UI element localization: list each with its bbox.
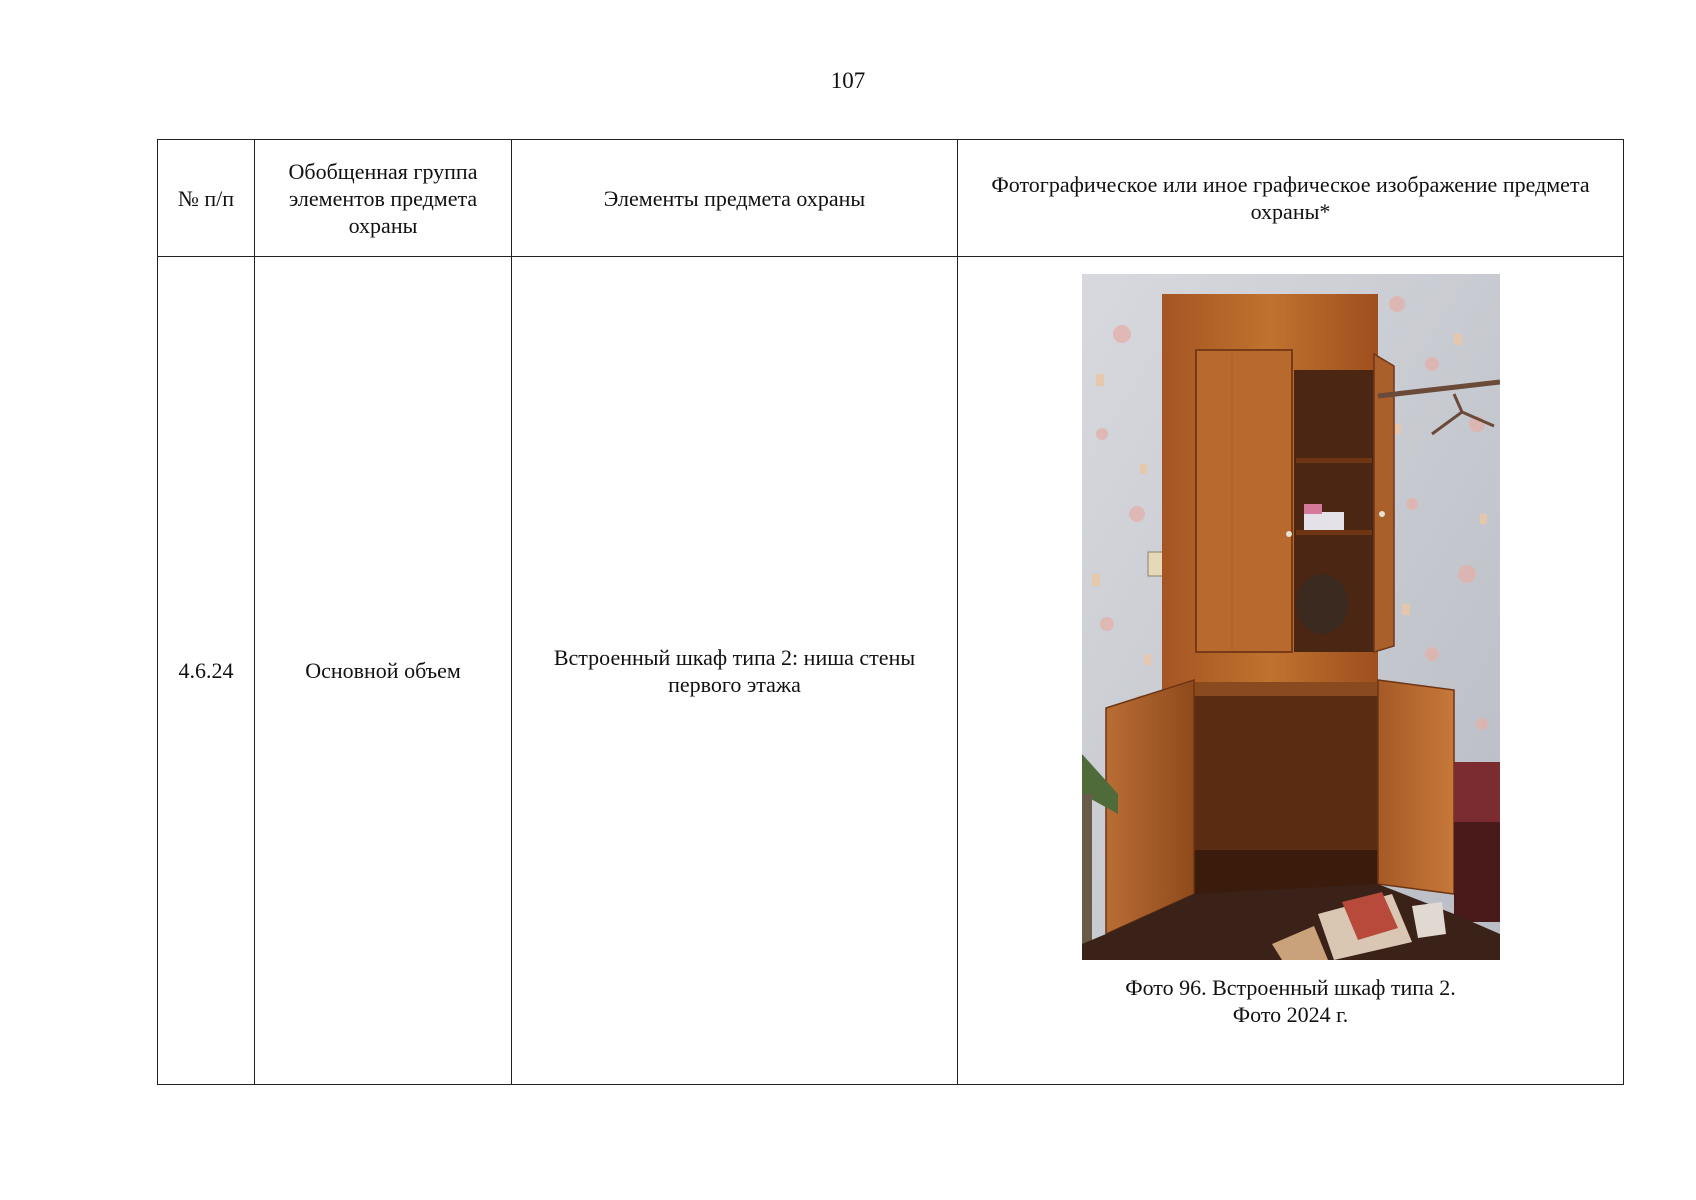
header-image: Фотографическое или иное графическое изображение предмета охраны* bbox=[958, 140, 1624, 257]
table-header-row bbox=[158, 140, 1624, 257]
cell-elements: Встроенный шкаф типа 2: ниша стены первого этажа bbox=[512, 257, 958, 1085]
cell-group: Основной объем bbox=[255, 257, 512, 1085]
table-row bbox=[158, 257, 1624, 1085]
cell-num: 4.6.24 bbox=[158, 257, 255, 1085]
protection-table bbox=[157, 139, 1624, 1085]
cell-image bbox=[958, 257, 1624, 1085]
header-num: № п/п bbox=[158, 140, 255, 257]
page-number: 107 bbox=[830, 68, 866, 93]
photo-caption bbox=[964, 974, 1617, 1028]
header-elements: Элементы предмета охраны bbox=[512, 140, 958, 257]
photo-caption-line1: Фото 96. Встроенный шкаф типа 2. bbox=[1125, 974, 1456, 1000]
photo-caption-line2: Фото 2024 г. bbox=[1232, 1001, 1349, 1027]
cabinet-photo bbox=[1082, 274, 1500, 960]
header-group: Обобщенная группа элементов предмета охраны bbox=[255, 140, 512, 257]
